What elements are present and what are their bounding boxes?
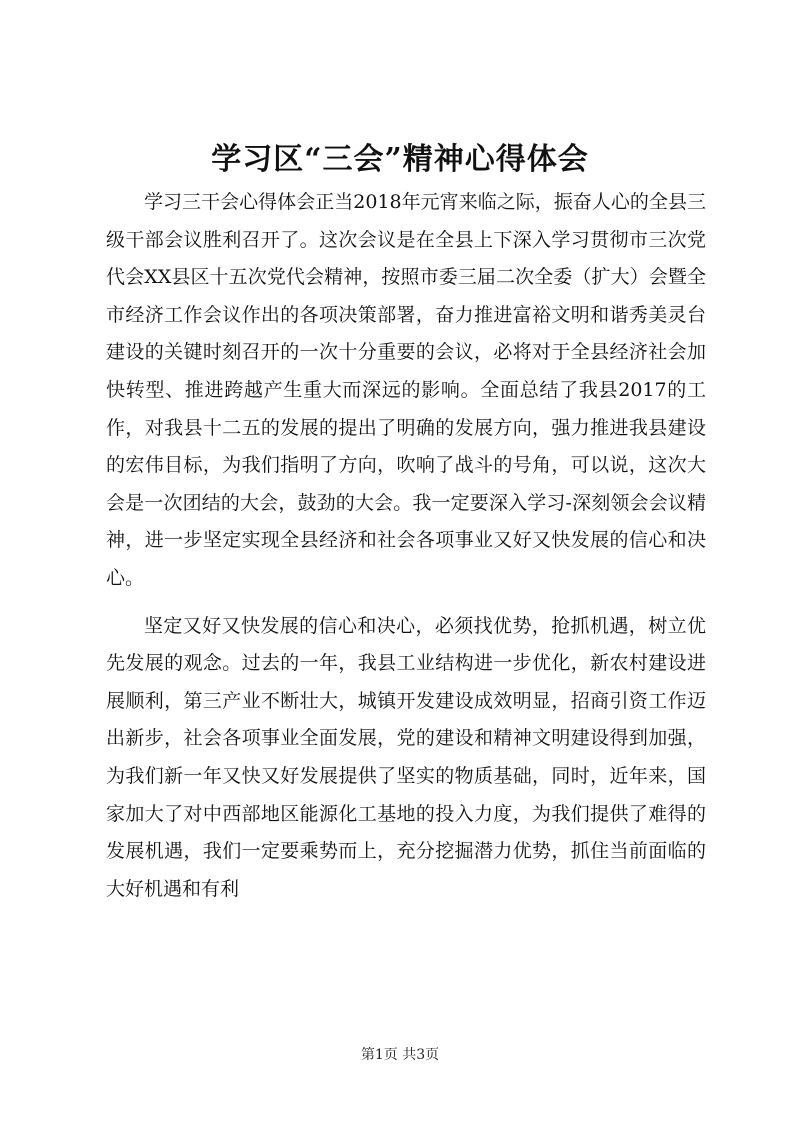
page-number-footer: 第1页 共3页 [360,1047,440,1063]
paragraph-1: 学习三干会心得体会正当2018年元宵来临之际，振奋人心的全县三级干部会议胜利召开了。这次会议是在全县上下深入学习贯彻市三次党代会XX县区十五次党代会精神，按照市委三届二次全委（扩大）会暨全市经济工作会议作出的各项决策部署，奋力推进富裕文明和谐秀美灵台建设的关键时刻召开的一次十分重要的会议，必将对于全县经济社会加快转型、推进跨越产生重大而深远的影响。全面总结了我县2017的工作，对我县十二五的发展的提出了明确的发展方向，强力推进我县建设的宏伟目标，为我们指明了方向，吹响了战斗的号角，可以说，这次大会是一次团结的大会，鼓劲的大会。我一定要深入学习-深刻领会会议精神，进一步坚定实现全县经济和社会各项事业又好又快发展的信心和决心。 [106,191,706,589]
document-title: 学习区“三会”精神心得体会 [211,142,589,177]
paragraph-2: 坚定又好又快发展的信心和决心，必须找优势，抢抓机遇，树立优先发展的观念。过去的一年，我县工业结构进一步优化，新农村建设进展顺利，第三产业不断壮大，城镇开发建设成效明显，招商引资工作迈出新步，社会各项事业全面发展，党的建设和精神文明建设得到加强，为我们新一年又快又好发展提供了坚实的物质基础，同时，近年来，国家加大了对中西部地区能源化工基地的投入力度，为我们提供了难得的发展机遇，我们一定要乘势而上，充分挖掘潜力优势，抓住当前面临的大好机遇和有利 [106,614,706,900]
document-body [106,184,706,908]
